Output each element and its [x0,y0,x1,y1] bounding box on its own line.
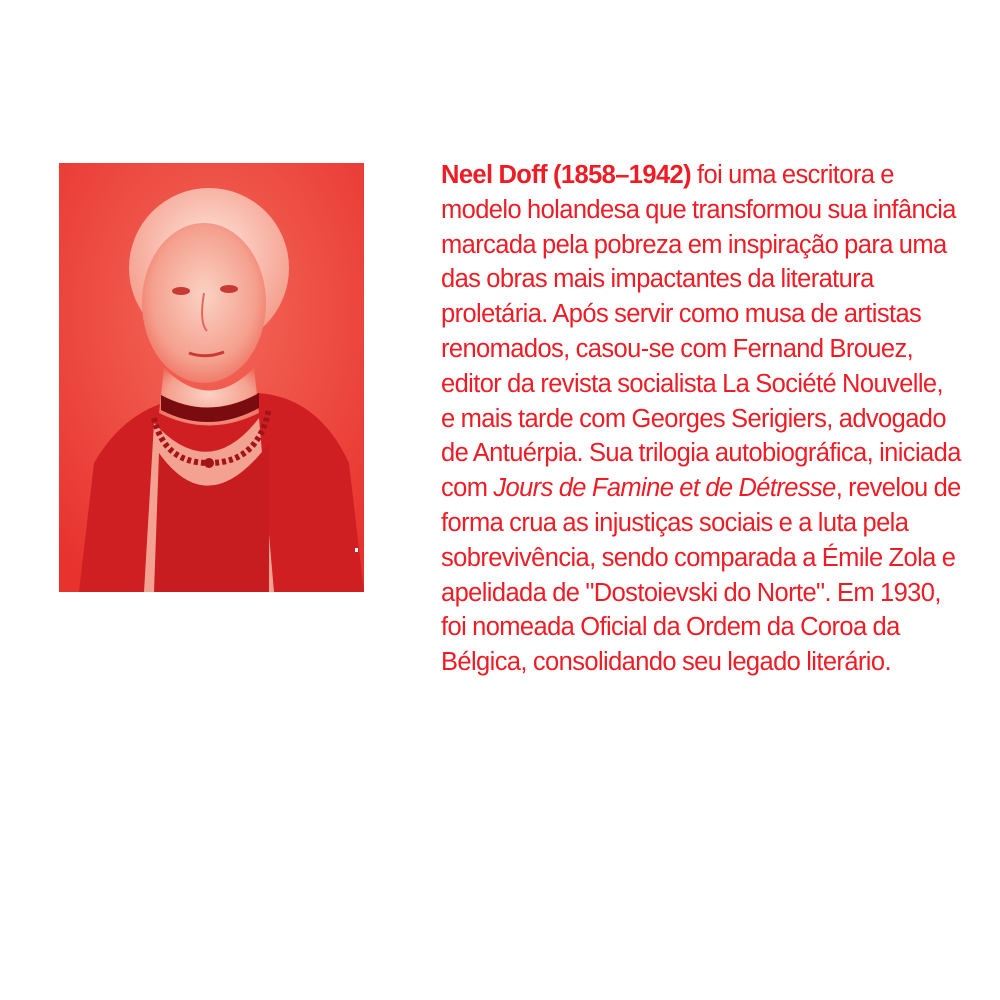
bio-name: Neel Doff (1858–1942) [441,161,692,189]
bio-work-title: Jours de Famine et de Détresse [493,474,836,503]
biography-text [441,158,961,680]
bio-text-outro: , revelou de forma crua as injustiças sociais e a luta pela sobrevivência, sendo comparada a Émile Zola e apelidada de "Dostoievski do Norte". Em 1930, foi nomeada Oficial da Ordem da Coroa da Bélgica, consolidando seu legado literário. [441,474,961,677]
bio-text-intro: foi uma escritora e modelo holandesa que transformou sua infância marcada pela pobreza em inspiração para uma das obras mais impactantes da literatura proletária. Após servir como musa de artistas renomados, casou-se com Fernand Brouez, editor da revista socialista La Société Nouvelle, e mais tarde com Georges Serigiers, advogado de Antuérpia. Sua trilogia autobiográfica, iniciada com [441,161,961,503]
portrait-image [59,163,364,592]
portrait-photo [59,163,364,592]
